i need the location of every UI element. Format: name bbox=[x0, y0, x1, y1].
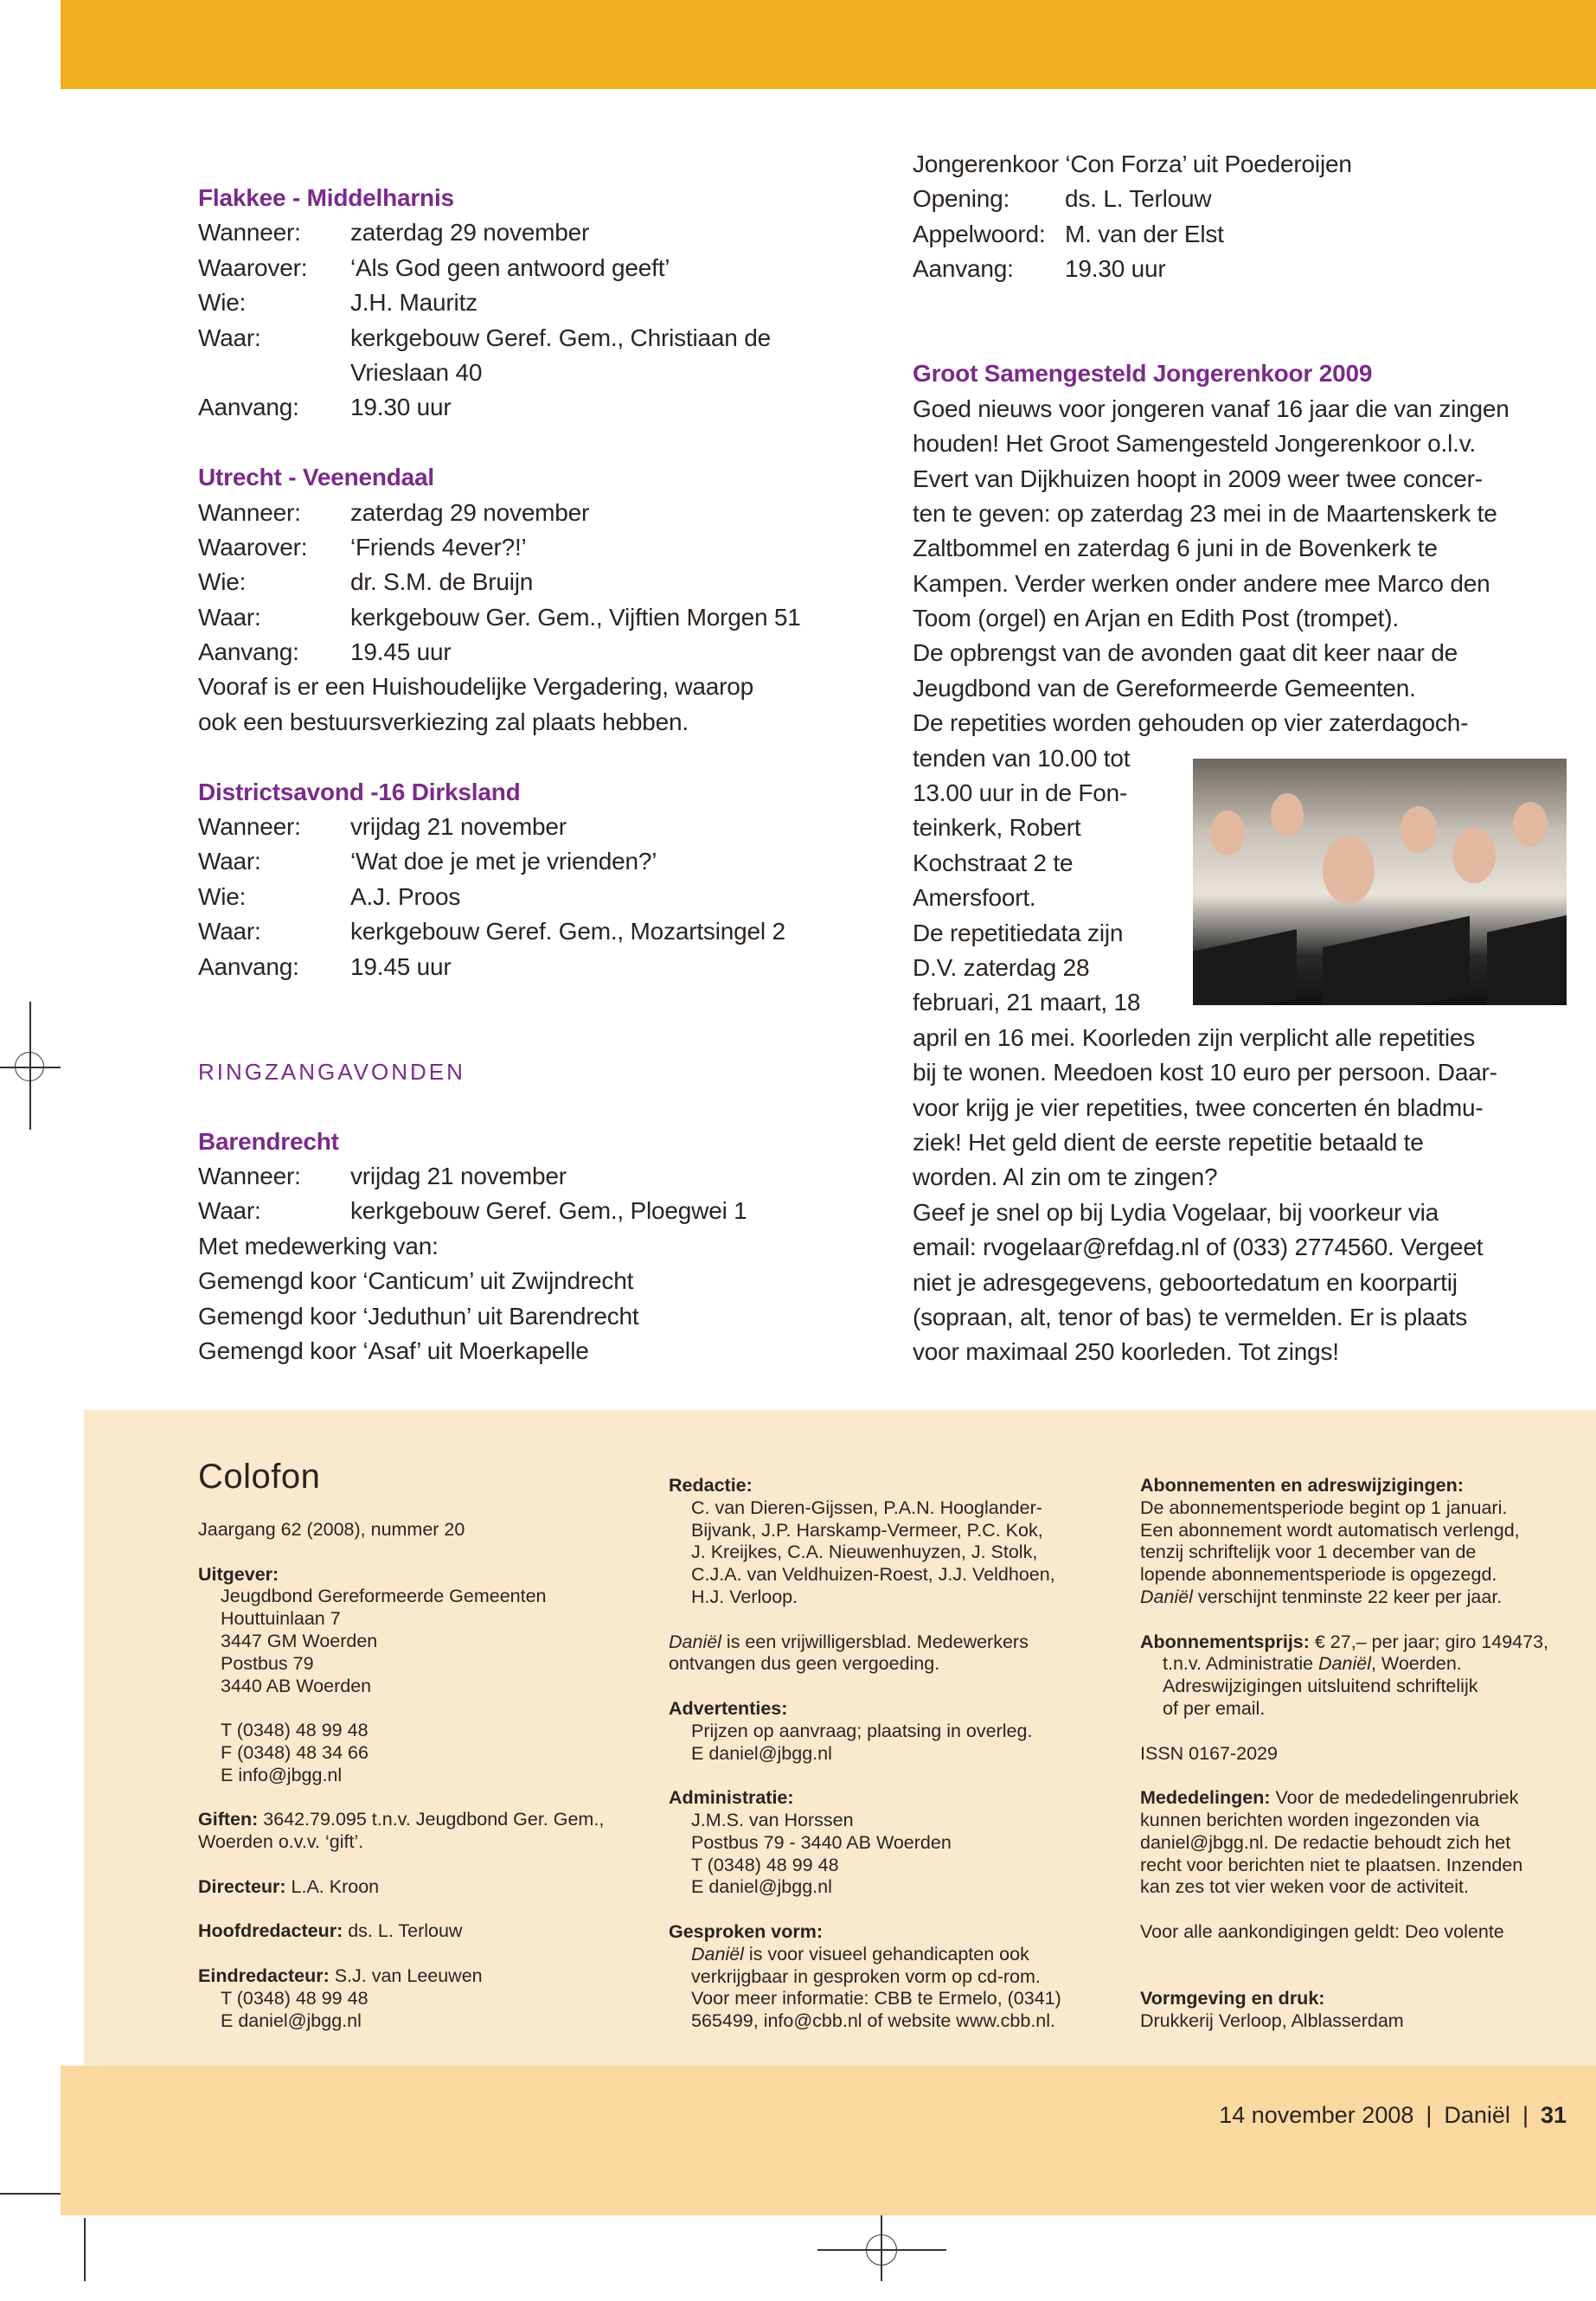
detail-value: J.H. Mauritz bbox=[350, 289, 478, 317]
detail-label: Wie: bbox=[198, 882, 247, 910]
detail-value: zaterdag 29 november bbox=[350, 219, 590, 247]
footer-band bbox=[61, 2066, 1596, 2215]
text-line: niet je adresgegevens, geboortedatum en koorpartij bbox=[913, 1268, 1458, 1296]
text-line: tenden van 10.00 tot bbox=[913, 744, 1131, 772]
text-line: D.V. zaterdag 28 bbox=[913, 954, 1090, 981]
detail-value: Vrieslaan 40 bbox=[350, 358, 483, 386]
colofon-block bbox=[1140, 1988, 1548, 2033]
detail-label: Waar: bbox=[198, 1197, 261, 1225]
top-accent-bar bbox=[61, 0, 1596, 89]
detail-value: M. van der Elst bbox=[1065, 220, 1224, 247]
label-text: Administratie: bbox=[669, 1787, 794, 1809]
text-line: De opbrengst van de avonden gaat dit keer naar de bbox=[913, 639, 1458, 667]
text-line: Goed nieuws voor jongeren vanaf 16 jaar die van zingen bbox=[913, 394, 1509, 422]
detail-row bbox=[198, 356, 838, 390]
colofon-label bbox=[669, 1475, 1061, 1497]
colofon-line bbox=[1140, 1541, 1548, 1564]
line-text: Daniël bbox=[691, 1943, 744, 1965]
detail-row bbox=[198, 215, 838, 250]
colofon-block bbox=[669, 1787, 1061, 1899]
issue-date: 14 november 2008 bbox=[1219, 2102, 1414, 2128]
label-text: Abonnementen en adreswijzigingen: bbox=[1140, 1475, 1464, 1496]
detail-row bbox=[198, 530, 838, 565]
colofon-line bbox=[1140, 1653, 1548, 1676]
choir-photo bbox=[1193, 759, 1567, 1005]
detail-value: vrijdag 21 november bbox=[350, 1162, 567, 1189]
detail-row bbox=[198, 914, 838, 949]
colofon-block bbox=[198, 1564, 604, 1698]
text-line: email: rvogelaar@refdag.nl of (033) 2774560. Vergeet bbox=[913, 1234, 1484, 1261]
detail-value: ‘Wat doe je met je vrienden?’ bbox=[350, 848, 657, 875]
colofon-line bbox=[1140, 1676, 1548, 1698]
colofon-label bbox=[198, 1564, 604, 1586]
colofon-label bbox=[1140, 1988, 1548, 2010]
magazine-name: Daniël bbox=[1444, 2102, 1510, 2128]
line-text: Drukkerij Verloop, Alblasserdam bbox=[1140, 2010, 1404, 2032]
colofon-line bbox=[198, 1742, 604, 1765]
line-text: Prijzen op aanvraag; plaatsing in overleg. bbox=[691, 1720, 1033, 1741]
colofon-line bbox=[669, 2010, 1061, 2033]
line-text: Daniël bbox=[1318, 1653, 1371, 1675]
detail-row bbox=[198, 285, 838, 320]
colofon-line bbox=[198, 1765, 604, 1787]
colofon-line bbox=[198, 1676, 604, 1698]
line-text: kan zes tot vier weken voor de activiteit. bbox=[1140, 1876, 1470, 1898]
line-text: recht voor berichten niet te plaatsen. Inzenden bbox=[1140, 1854, 1523, 1875]
text-line: Gemengd koor ‘Jeduthun’ uit Barendrecht bbox=[198, 1302, 639, 1330]
colofon-line bbox=[669, 1876, 1061, 1899]
text-line: Evert van Dijkhuizen hoopt in 2009 weer twee concer- bbox=[913, 465, 1483, 492]
text-line: Met medewerking van: bbox=[198, 1232, 439, 1259]
colofon-line bbox=[198, 1586, 604, 1608]
line-text: Jaargang 62 (2008), nummer 20 bbox=[198, 1519, 465, 1540]
line-text: 3447 GM Woerden bbox=[221, 1630, 378, 1651]
detail-value: kerkgebouw Geref. Gem., Mozartsingel 2 bbox=[350, 918, 785, 945]
colofon-line bbox=[669, 1944, 1061, 1966]
detail-value: ds. L. Terlouw bbox=[1065, 185, 1212, 213]
label-text: Uitgever: bbox=[198, 1563, 279, 1585]
text-line: Zaltbommel en zaterdag 6 juni in de Bovenkerk te bbox=[913, 535, 1438, 562]
line-text: Voor alle aankondigingen geldt: Deo volente bbox=[1140, 1920, 1504, 1942]
text-line: voor maximaal 250 koorleden. Tot zings! bbox=[913, 1338, 1339, 1366]
line-text: of per email. bbox=[1163, 1697, 1266, 1719]
detail-row bbox=[198, 844, 838, 879]
line-text: verkrijgbaar in gesproken vorm op cd-rom. bbox=[691, 1965, 1041, 1987]
line-text: ds. L. Terlouw bbox=[343, 1920, 463, 1942]
colofon-label bbox=[669, 1921, 1061, 1944]
colofon-block bbox=[1140, 1921, 1548, 1944]
line-text: Voor de mededelingenrubriek bbox=[1270, 1787, 1519, 1809]
line-text: E daniel@jbgg.nl bbox=[691, 1742, 832, 1764]
detail-label: Wanneer: bbox=[198, 498, 301, 526]
detail-row bbox=[913, 182, 1570, 216]
text-line: Kampen. Verder werken onder andere mee Marco den bbox=[913, 569, 1490, 597]
colofon-line bbox=[1140, 1855, 1548, 1877]
section-heading: Utrecht - Veenendaal bbox=[198, 464, 434, 491]
label-text: Hoofdredacteur: bbox=[198, 1920, 343, 1942]
label-text: Eindredacteur: bbox=[198, 1965, 330, 1986]
detail-label: Waar: bbox=[198, 918, 261, 945]
colofon-block bbox=[198, 1519, 604, 1541]
detail-value: vrijdag 21 november bbox=[350, 813, 567, 841]
detail-row bbox=[198, 251, 838, 285]
detail-row bbox=[198, 496, 838, 530]
line-text: ISSN 0167-2029 bbox=[1140, 1742, 1278, 1764]
line-text: ontvangen dus geen vergoeding. bbox=[669, 1653, 940, 1675]
colofon-line bbox=[1140, 1743, 1548, 1766]
text-line: Jeugdbond van de Gereformeerde Gemeenten. bbox=[913, 674, 1416, 702]
detail-row bbox=[913, 217, 1570, 252]
detail-value: 19.45 uur bbox=[350, 952, 452, 980]
detail-row bbox=[198, 565, 838, 599]
colofon-line bbox=[198, 1631, 604, 1653]
colofon-line bbox=[1140, 1631, 1548, 1654]
line-text: verschijnt tenminste 22 keer per jaar. bbox=[1192, 1586, 1503, 1607]
colofon-block bbox=[1140, 1475, 1548, 1609]
detail-value: ‘Als God geen antwoord geeft’ bbox=[350, 253, 670, 281]
colofon-block bbox=[1140, 1787, 1548, 1899]
text-line: teinkerk, Robert bbox=[913, 814, 1081, 842]
detail-label: Opening: bbox=[913, 185, 1010, 213]
colofon-line bbox=[1140, 1698, 1548, 1721]
text-line: 13.00 uur in de Fon- bbox=[913, 779, 1128, 807]
detail-value: A.J. Proos bbox=[350, 882, 461, 910]
line-text: t.n.v. Administratie bbox=[1163, 1653, 1319, 1675]
left-column bbox=[198, 181, 838, 1368]
label-text: Advertenties: bbox=[669, 1697, 788, 1719]
colofon-line bbox=[198, 1720, 604, 1742]
category-heading: RINGZANGAVONDEN bbox=[198, 1058, 465, 1085]
colofon-block bbox=[198, 1876, 604, 1899]
colofon-line bbox=[1140, 2010, 1548, 2033]
colofon-line bbox=[1140, 1586, 1548, 1609]
colofon-line bbox=[198, 1876, 604, 1899]
line-text: J. Kreijkes, C.A. Nieuwenhuyzen, J. Stolk, bbox=[691, 1541, 1038, 1563]
separator: | bbox=[1426, 2102, 1433, 2128]
colofon-column-1 bbox=[198, 1519, 604, 2032]
colofon-line bbox=[198, 1831, 604, 1854]
section-heading: Groot Samengesteld Jongerenkoor 2009 bbox=[913, 360, 1373, 388]
line-text: Jeugdbond Gereformeerde Gemeenten bbox=[221, 1586, 547, 1607]
colofon-line bbox=[669, 1966, 1061, 1989]
detail-row bbox=[198, 1194, 838, 1228]
colofon-line bbox=[669, 1520, 1061, 1542]
line-text: J.M.S. van Horssen bbox=[691, 1809, 854, 1830]
colofon-line bbox=[1140, 1921, 1548, 1944]
line-text: Voor meer informatie: CBB te Ermelo, (0341) bbox=[691, 1988, 1061, 2009]
detail-row bbox=[198, 635, 838, 670]
text-line: De repetitiedata zijn bbox=[913, 919, 1124, 946]
colofon-label bbox=[669, 1698, 1061, 1721]
text-line: Amersfoort. bbox=[913, 884, 1036, 912]
text-line: Gemengd koor ‘Asaf’ uit Moerkapelle bbox=[198, 1336, 589, 1364]
label-text: Vormgeving en druk: bbox=[1140, 1988, 1325, 2009]
line-text: tenzij schriftelijk voor 1 december van de bbox=[1140, 1541, 1477, 1563]
detail-label: Waarover: bbox=[198, 253, 308, 281]
colofon-label bbox=[669, 1787, 1061, 1810]
line-text: H.J. Verloop. bbox=[691, 1586, 798, 1607]
detail-label: Aanvang: bbox=[198, 952, 299, 980]
label-text: Directeur: bbox=[198, 1875, 286, 1897]
detail-label: Wanneer: bbox=[198, 1162, 301, 1189]
separator: | bbox=[1522, 2102, 1529, 2128]
text-line: (sopraan, alt, tenor of bas) te vermelden. Er is plaats bbox=[913, 1303, 1468, 1330]
detail-label: Wanneer: bbox=[198, 813, 301, 841]
text-line: Kochstraat 2 te bbox=[913, 849, 1074, 876]
detail-row bbox=[913, 252, 1570, 286]
colofon-title: Colofon bbox=[198, 1458, 321, 1496]
line-text: F (0348) 48 34 66 bbox=[221, 1741, 369, 1763]
colofon-line bbox=[669, 1564, 1061, 1586]
text-line: houden! Het Groot Samengesteld Jongerenkoor o.l.v. bbox=[913, 430, 1476, 458]
colofon-line bbox=[669, 1832, 1061, 1855]
detail-row bbox=[198, 390, 838, 425]
line-text: L.A. Kroon bbox=[285, 1875, 380, 1897]
colofon-block bbox=[198, 1809, 604, 1854]
line-text: is een vrijwilligersblad. Medewerkers bbox=[721, 1631, 1029, 1652]
text-line: ten te geven: op zaterdag 23 mei in de Maartenskerk te bbox=[913, 499, 1497, 527]
line-text: is voor visueel gehandicapten ook bbox=[743, 1943, 1029, 1965]
label-text: Giften: bbox=[198, 1809, 259, 1830]
text-line: ziek! Het geld dient de eerste repetitie betaald te bbox=[913, 1128, 1424, 1156]
detail-label: Aanvang: bbox=[198, 394, 299, 421]
detail-row bbox=[198, 321, 838, 356]
colofon-line bbox=[198, 1653, 604, 1676]
colofon-line bbox=[669, 1721, 1061, 1743]
line-text: De abonnementsperiode begint op 1 januari. bbox=[1140, 1497, 1508, 1518]
colofon-line bbox=[669, 1541, 1061, 1564]
colofon-line bbox=[1140, 1876, 1548, 1899]
colofon-column-3 bbox=[1140, 1475, 1548, 2033]
line-text: Daniël bbox=[1140, 1586, 1193, 1607]
colofon-line bbox=[198, 1519, 604, 1541]
colofon-line bbox=[198, 1809, 604, 1831]
colofon-line bbox=[1140, 1810, 1548, 1832]
section-heading: Flakkee - Middelharnis bbox=[198, 184, 454, 211]
section-heading: Barendrecht bbox=[198, 1127, 339, 1155]
line-text: Bijvank, J.P. Harskamp-Vermeer, P.C. Kok, bbox=[691, 1519, 1043, 1541]
detail-label: Aanvang: bbox=[198, 638, 299, 666]
detail-value: zaterdag 29 november bbox=[350, 498, 590, 526]
line-text: T (0348) 48 99 48 bbox=[691, 1854, 839, 1875]
line-text: 3642.79.095 t.n.v. Jeugdbond Ger. Gem., bbox=[258, 1809, 605, 1830]
colofon-line bbox=[669, 1586, 1061, 1609]
detail-value: 19.30 uur bbox=[350, 394, 452, 421]
colofon-column-2 bbox=[669, 1475, 1061, 2033]
line-text: E daniel@jbgg.nl bbox=[221, 2009, 362, 2031]
detail-value: ‘Friends 4ever?!’ bbox=[350, 533, 527, 561]
colofon-line bbox=[669, 1743, 1061, 1766]
colofon-line bbox=[198, 1965, 604, 1988]
line-text: Postbus 79 bbox=[221, 1652, 314, 1674]
text-line: bij te wonen. Meedoen kost 10 euro per persoon. Daar- bbox=[913, 1059, 1497, 1086]
colofon-block bbox=[669, 1921, 1061, 2033]
detail-value: kerkgebouw Geref. Gem., Christiaan de bbox=[350, 324, 771, 351]
text-line: april en 16 mei. Koorleden zijn verplicht alle repetities bbox=[913, 1023, 1476, 1051]
line-text: Adreswijzigingen uitsluitend schriftelijk bbox=[1163, 1676, 1478, 1697]
text-line: Gemengd koor ‘Canticum’ uit Zwijndrecht bbox=[198, 1267, 634, 1295]
detail-value: dr. S.M. de Bruijn bbox=[350, 568, 534, 596]
page-footer bbox=[1219, 2102, 1567, 2129]
colofon-line bbox=[669, 1810, 1061, 1832]
detail-label: Appelwoord: bbox=[913, 220, 1046, 247]
line-text: daniel@jbgg.nl. De redactie behoudt zich het bbox=[1140, 1831, 1511, 1853]
section-heading: Districtsavond -16 Dirksland bbox=[198, 778, 521, 805]
detail-value: 19.30 uur bbox=[1065, 255, 1166, 283]
colofon-line bbox=[1140, 1564, 1548, 1586]
colofon-block bbox=[1140, 1631, 1548, 1721]
line-text: Daniël bbox=[669, 1631, 721, 1652]
text-line: Vooraf is er een Huishoudelijke Vergadering, waarop bbox=[198, 673, 753, 701]
detail-label: Wie: bbox=[198, 568, 247, 596]
colofon-block bbox=[198, 1965, 604, 2032]
colofon-line bbox=[669, 1988, 1061, 2010]
line-text: E info@jbgg.nl bbox=[221, 1764, 343, 1785]
colofon-block bbox=[198, 1920, 604, 1943]
line-text: T (0348) 48 99 48 bbox=[221, 1720, 369, 1741]
label-text: Mededelingen: bbox=[1140, 1787, 1271, 1809]
colofon-line bbox=[1140, 1520, 1548, 1542]
detail-label: Waar: bbox=[198, 603, 261, 631]
detail-label: Wie: bbox=[198, 289, 247, 317]
detail-value: kerkgebouw Geref. Gem., Ploegwei 1 bbox=[350, 1197, 747, 1225]
colofon-line bbox=[1140, 1497, 1548, 1520]
line-text: Een abonnement wordt automatisch verlengd, bbox=[1140, 1519, 1520, 1541]
colofon-label bbox=[1140, 1475, 1548, 1497]
text-line: Geef je snel op bij Lydia Vogelaar, bij voorkeur via bbox=[913, 1198, 1439, 1226]
detail-label: Waar: bbox=[198, 324, 261, 351]
detail-value: kerkgebouw Ger. Gem., Vijftien Morgen 51 bbox=[350, 603, 801, 631]
colofon-line bbox=[669, 1631, 1061, 1654]
colofon-line bbox=[669, 1855, 1061, 1877]
line-text: E daniel@jbgg.nl bbox=[691, 1876, 832, 1898]
line-text: € 27,– per jaar; giro 149473, bbox=[1309, 1631, 1549, 1652]
label-text: Abonnementsprijs: bbox=[1140, 1631, 1310, 1652]
text-line: Toom (orgel) en Arjan en Edith Post (trompet). bbox=[913, 605, 1399, 632]
line-text: , Woerden. bbox=[1370, 1653, 1462, 1675]
line-text: Woerden o.v.v. ‘gift’. bbox=[198, 1831, 364, 1853]
line-text: T (0348) 48 99 48 bbox=[221, 1987, 369, 2009]
text-line: ook een bestuursverkiezing zal plaats hebben. bbox=[198, 708, 689, 735]
detail-row bbox=[198, 880, 838, 914]
colofon-line bbox=[1140, 1832, 1548, 1855]
text-line: De repetities worden gehouden op vier zaterdagoch- bbox=[913, 709, 1469, 737]
colofon-line bbox=[198, 2010, 604, 2033]
label-text: Gesproken vorm: bbox=[669, 1920, 824, 1942]
text-line: Jongerenkoor ‘Con Forza’ uit Poederoijen bbox=[913, 151, 1352, 177]
line-text: 565499, info@cbb.nl of website www.cbb.nl. bbox=[691, 2010, 1056, 2032]
detail-row bbox=[198, 950, 838, 984]
colofon-line bbox=[669, 1497, 1061, 1520]
line-text: kunnen berichten worden ingezonden via bbox=[1140, 1809, 1480, 1830]
line-text: S.J. van Leeuwen bbox=[329, 1965, 483, 1986]
line-text: lopende abonnementsperiode is opgezegd. bbox=[1140, 1564, 1497, 1586]
line-text: C. van Dieren-Gijssen, P.A.N. Hooglander- bbox=[691, 1497, 1042, 1518]
colofon-block bbox=[1140, 1743, 1548, 1766]
colofon-block bbox=[669, 1631, 1061, 1676]
line-text: 3440 AB Woerden bbox=[221, 1675, 372, 1696]
detail-label: Aanvang: bbox=[913, 255, 1014, 283]
label-text: Redactie: bbox=[669, 1475, 753, 1496]
detail-label: Waarover: bbox=[198, 533, 308, 561]
text-line: worden. Al zin om te zingen? bbox=[913, 1163, 1218, 1191]
colofon-line bbox=[669, 1653, 1061, 1676]
detail-row bbox=[198, 600, 838, 635]
line-text: C.J.A. van Veldhuizen-Roest, J.J. Veldhoen, bbox=[691, 1564, 1055, 1586]
detail-row bbox=[198, 1159, 838, 1194]
page-number: 31 bbox=[1540, 2102, 1567, 2128]
line-text: Houttuinlaan 7 bbox=[221, 1608, 341, 1630]
text-line: voor krijg je vier repetities, twee concerten én bladmu- bbox=[913, 1093, 1484, 1121]
detail-row bbox=[198, 810, 838, 844]
text-line: februari, 21 maart, 18 bbox=[913, 989, 1141, 1016]
detail-label: Waar: bbox=[198, 848, 261, 875]
detail-value: 19.45 uur bbox=[350, 638, 452, 666]
colofon-line bbox=[198, 1608, 604, 1631]
colofon-block bbox=[669, 1698, 1061, 1765]
colofon-line bbox=[198, 1920, 604, 1943]
colofon-line bbox=[198, 1988, 604, 2010]
line-text: Postbus 79 - 3440 AB Woerden bbox=[691, 1831, 952, 1853]
detail-label: Wanneer: bbox=[198, 219, 301, 247]
colofon-line bbox=[1140, 1787, 1548, 1810]
colofon-block bbox=[198, 1720, 604, 1786]
colofon-block bbox=[669, 1475, 1061, 1609]
